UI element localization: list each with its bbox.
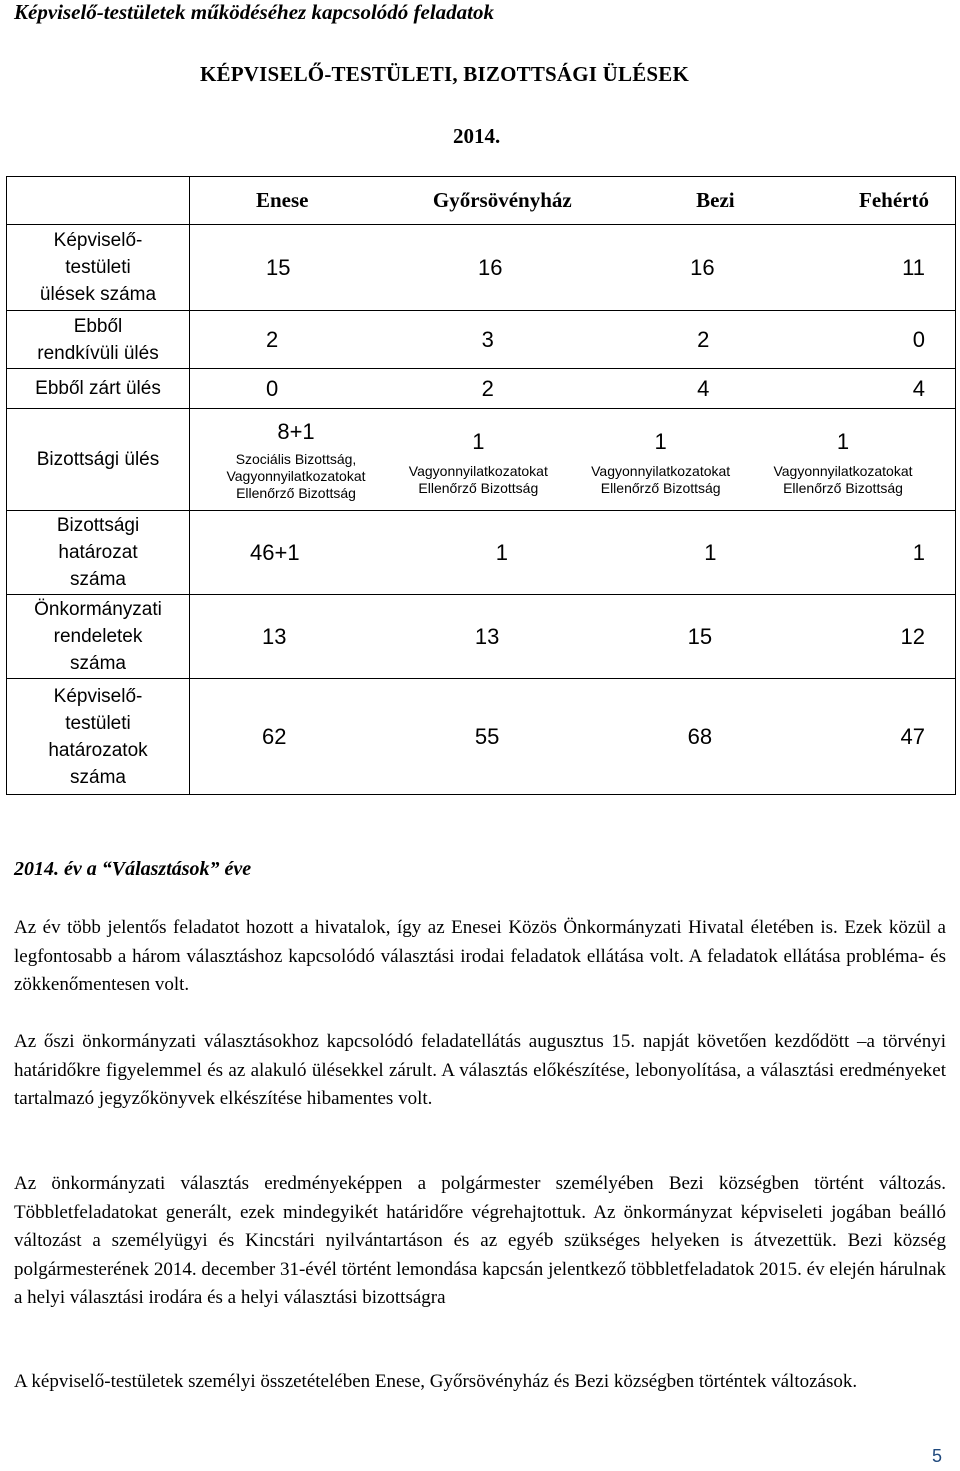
cell-value: 3 <box>481 326 494 352</box>
row-label: Bizottsági ülés <box>7 409 190 511</box>
cell-value: 11 <box>902 254 925 280</box>
row-label: Önkormányzati rendeletek száma <box>7 595 190 679</box>
column-header-enese: Enese <box>256 188 309 212</box>
row-label: Ebből zárt ülés <box>7 369 190 409</box>
committee-count: 1 <box>654 429 667 454</box>
committee-count: 1 <box>836 429 850 454</box>
paragraph: Az önkormányzati választás eredményeképpen a polgármester személyében Bezi községben történt változás. Többletfeladatokat generált, ezek mindegyikét határidőre végrehajtottuk. Az önkormányzat képviseleti jogában beálló változást a személyügyi és Kincstári nyilvántartáson és az egyéb szükséges helyeken is átvezettük. Bezi község polgármesterének 2014. december 31-évél történt lemondása kapcsán jelentkező többletfeladatok 2015. év elején hárulnak a helyi választási irodára és a helyi választási bizottságra <box>14 1173 946 1308</box>
column-header-bezi: Bezi <box>696 188 735 212</box>
row-label: Ebből rendkívüli ülés <box>7 311 190 369</box>
row-label: Képviselő- testületi határozatok száma <box>7 679 190 795</box>
row-label: Bizottsági határozat száma <box>7 511 190 595</box>
committee-count: 1 <box>472 429 485 454</box>
cell-value: 68 <box>687 723 713 749</box>
cell-value: 1 <box>495 539 509 565</box>
table-corner-cell <box>7 177 190 225</box>
cell-value: 46+1 <box>250 539 300 565</box>
paragraph: Az év több jelentős feladatot hozott a hivatalok, így az Enesei Közös Önkormányzati Hivatal életében is. Ezek közül a legfontosabb a három választáshoz kapcsolódó választási irodai feladatok ellátása volt. A feladatok ellátása probléma- és zökkenőmentesen volt. <box>14 917 946 995</box>
committee-cell <box>388 417 568 502</box>
committee-cell <box>571 417 751 502</box>
row-label: Képviselő- testületi ülések száma <box>7 225 190 311</box>
cell-value: 16 <box>478 254 503 280</box>
table-row <box>7 511 956 595</box>
table-header-row <box>7 177 956 225</box>
cell-value: 62 <box>262 723 287 749</box>
document-header: Képviselő-testületek működéséhez kapcsolódó feladatok <box>14 0 495 24</box>
table-row <box>7 595 956 679</box>
section-title: KÉPVISELŐ-TESTÜLETI, BIZOTTSÁGI ÜLÉSEK <box>200 62 690 86</box>
table-row <box>7 311 956 369</box>
cell-value: 2 <box>481 375 494 401</box>
cell-value: 1 <box>912 539 925 565</box>
cell-value: 4 <box>697 375 710 401</box>
cell-value: 16 <box>690 254 715 280</box>
cell-value: 0 <box>266 375 279 401</box>
cell-value: 15 <box>687 623 713 649</box>
committee-count: 8+1 <box>277 419 315 444</box>
cell-value: 13 <box>474 623 500 649</box>
table-row-committee <box>7 409 956 511</box>
cell-value: 12 <box>900 623 925 649</box>
cell-value: 2 <box>266 326 279 352</box>
page-number: 5 <box>931 1446 942 1466</box>
committee-names: Szociális Bizottság, Vagyonnyilatkozatokat Ellenőrző Bizottság <box>226 451 366 501</box>
paragraph: A képviselő-testületek személyi összetételében Enese, Győrsövényház és Bezi községben történtek változások. <box>14 1371 858 1392</box>
committee-cell <box>206 417 386 502</box>
table-year: 2014. <box>453 124 501 148</box>
column-header-feherto: Fehértó <box>859 188 929 212</box>
table-row <box>7 369 956 409</box>
table-row <box>7 679 956 795</box>
cell-value: 2 <box>697 326 710 352</box>
statistics-table <box>6 176 956 795</box>
committee-names: Vagyonnyilatkozatokat Ellenőrző Bizottság <box>408 463 548 496</box>
cell-value: 0 <box>912 326 925 352</box>
cell-value: 4 <box>912 375 925 401</box>
cell-value: 15 <box>266 254 291 280</box>
paragraph: Az őszi önkormányzati választásokhoz kapcsolódó feladatellátás augusztus 15. napját követően kezdődött –a törvényi határidőkre figyelemmel és az alakuló ülésekkel zárult. A választás előkészítése, lebonyolítása, a választási eredményeket tartalmazó jegyzőkönyvek elkészítése hibamentes volt. <box>14 1031 946 1109</box>
committee-names: Vagyonnyilatkozatokat Ellenőrző Bizottság <box>591 463 731 496</box>
committee-cell <box>753 417 933 502</box>
table-row <box>7 225 956 311</box>
cell-value: 1 <box>704 539 717 565</box>
cell-value: 47 <box>900 723 925 749</box>
cell-value: 55 <box>474 723 500 749</box>
cell-value: 13 <box>262 623 287 649</box>
committee-names: Vagyonnyilatkozatokat Ellenőrző Bizottság <box>773 463 913 496</box>
column-header-gyorsovenyhaz: Győrsövényház <box>432 188 572 212</box>
section-heading: 2014. év a “Választások” éve <box>14 858 252 880</box>
